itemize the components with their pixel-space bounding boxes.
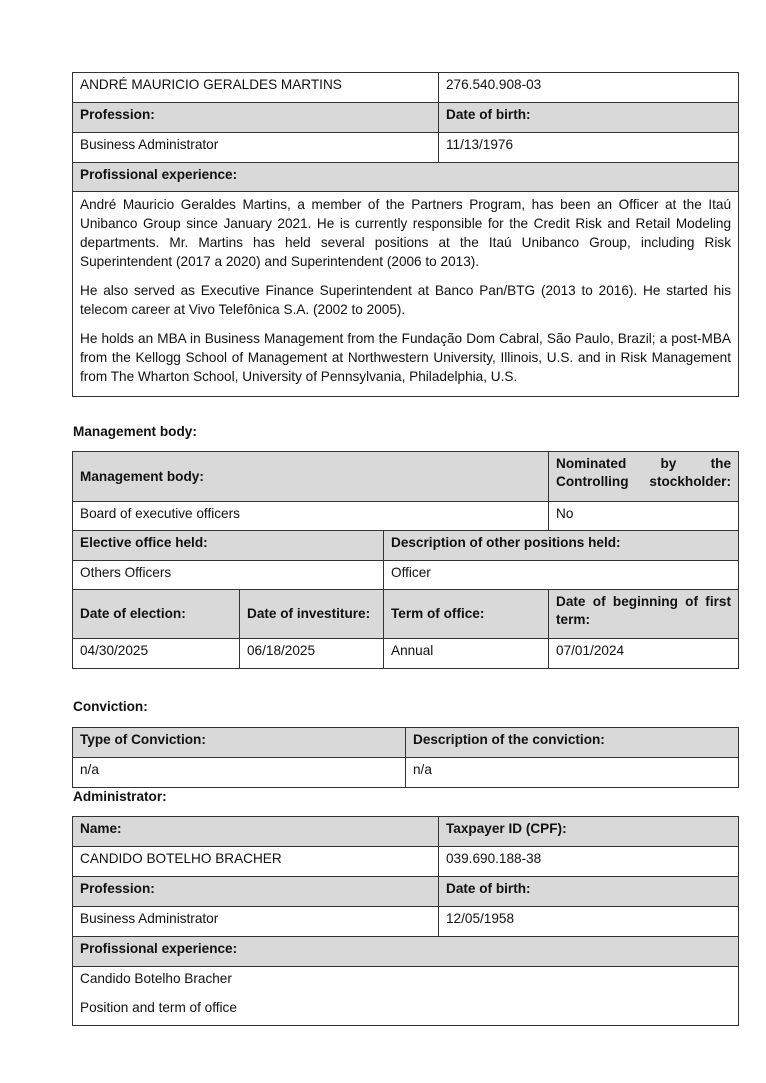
management-table xyxy=(72,451,739,669)
first-term-value: 07/01/2024 xyxy=(549,639,739,669)
administrator-section-label: Administrator: xyxy=(73,789,167,804)
other-positions-value: Officer xyxy=(384,561,739,590)
elective-label: Elective office held: xyxy=(73,531,384,561)
person1-table xyxy=(72,72,739,397)
conviction-description-label: Description of the conviction: xyxy=(406,728,739,758)
admin-position-term: Position and term of office xyxy=(80,1000,237,1015)
dob-label: Date of birth: xyxy=(439,103,739,133)
term-value: Annual xyxy=(384,639,549,669)
elective-value: Others Officers xyxy=(73,561,384,590)
experience-paragraph: He also served as Executive Finance Superintendent at Banco Pan/BTG (2013 to 2016). He started his telecom career at Vivo Telefônica S.A. (2002 to 2005). xyxy=(80,283,731,317)
admin-profession-label: Profession: xyxy=(73,877,439,907)
experience-text xyxy=(73,192,739,397)
profession-value: Business Administrator xyxy=(73,133,439,163)
term-label: Term of office: xyxy=(384,590,549,639)
experience-paragraph: André Mauricio Geraldes Martins, a member of the Partners Program, has been an Officer at the Itaú Unibanco Group since January 2021. He is currently responsible for the Credit Risk and Retail Modeling departments. Mr. Martins has held several positions at the Itaú Unibanco Group, including Risk Superintendent (2017 a 2020) and Superintendent (2006 to 2013). xyxy=(80,197,731,269)
cpf-label: Taxpayer ID (CPF): xyxy=(439,817,739,847)
election-label: Date of election: xyxy=(73,590,240,639)
nominated-value: No xyxy=(549,502,739,531)
election-value: 04/30/2025 xyxy=(73,639,240,669)
dob-value: 11/13/1976 xyxy=(439,133,739,163)
management-body-label: Management body: xyxy=(73,452,549,502)
conviction-type-value: n/a xyxy=(73,758,406,788)
conviction-description-value: n/a xyxy=(406,758,739,788)
experience-paragraph: He holds an MBA in Business Management from the Fundação Dom Cabral, São Paulo, Brazil; a post-MBA from the Kellogg School of Management at Northwestern University, Illinois, U.S. and in Risk Management from The Wharton School, University of Pennsylvania, Philadelphia, U.S. xyxy=(80,331,731,384)
administrator-table xyxy=(72,816,739,1026)
admin-experience-label: Profissional experience: xyxy=(73,937,739,967)
management-body-value: Board of executive officers xyxy=(73,502,549,531)
admin-profession: Business Administrator xyxy=(73,907,439,937)
admin-dob: 12/05/1958 xyxy=(439,907,739,937)
person-cpf: 276.540.908-03 xyxy=(439,73,739,103)
nominated-label: Nominated by the Controlling stockholder: xyxy=(549,452,739,502)
conviction-section-label: Conviction: xyxy=(73,699,148,714)
other-positions-label: Description of other positions held: xyxy=(384,531,739,561)
first-term-label: Date of beginning of first term: xyxy=(549,590,739,639)
person-name: ANDRÉ MAURICIO GERALDES MARTINS xyxy=(73,73,439,103)
admin-dob-label: Date of birth: xyxy=(439,877,739,907)
experience-label: Profissional experience: xyxy=(73,163,739,192)
investiture-value: 06/18/2025 xyxy=(240,639,384,669)
admin-experience xyxy=(73,967,739,1026)
admin-name: CANDIDO BOTELHO BRACHER xyxy=(73,847,439,877)
admin-experience-name: Candido Botelho Bracher xyxy=(80,971,232,986)
admin-cpf: 039.690.188-38 xyxy=(439,847,739,877)
management-section-label: Management body: xyxy=(73,424,197,439)
name-label: Name: xyxy=(73,817,439,847)
profession-label: Profession: xyxy=(73,103,439,133)
investiture-label: Date of investiture: xyxy=(240,590,384,639)
conviction-table xyxy=(72,727,739,788)
conviction-type-label: Type of Conviction: xyxy=(73,728,406,758)
